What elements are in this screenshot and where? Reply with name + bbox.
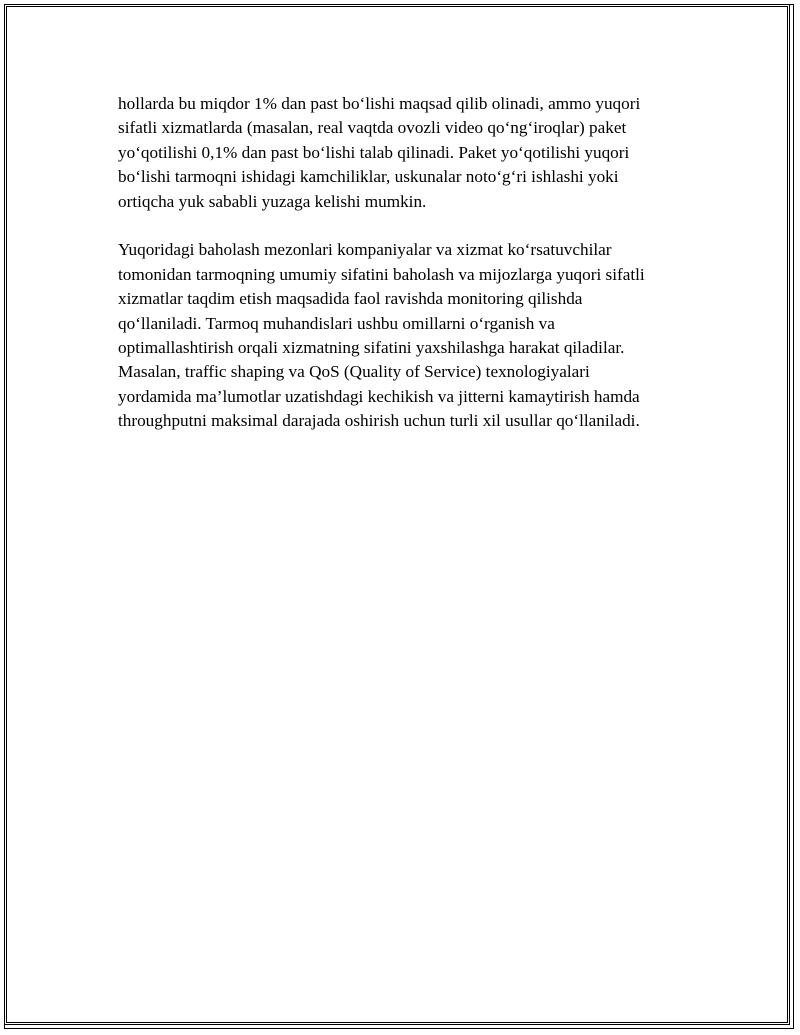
document-body	[118, 92, 698, 434]
paragraph-1	[118, 92, 698, 214]
text-line: yo‘qotilishi 0,1% dan past bo‘lishi talab qilinadi. Paket yo‘qotilishi yuqori	[118, 142, 630, 162]
text-line: qo‘llaniladi. Tarmoq muhandislari ushbu omillarni o‘rganish va	[118, 313, 555, 333]
paragraph-2	[118, 238, 698, 433]
text-line: Masalan, traffic shaping va QoS (Quality of Service) texnologiyalari	[118, 362, 590, 382]
text-line: yordamida ma’lumotlar uzatishdagi kechikish va jitterni kamaytirish hamda	[118, 386, 640, 406]
text-line: bo‘lishi tarmoqni ishidagi kamchiliklar, uskunalar noto‘g‘ri ishlashi yoki	[118, 167, 619, 187]
text-line: throughputni maksimal darajada oshirish uchun turli xil usullar qo‘llaniladi.	[118, 411, 640, 431]
text-line: hollarda bu miqdor 1% dan past bo‘lishi maqsad qilib olinadi, ammo yuqori	[118, 94, 641, 113]
text-line: ortiqcha yuk sababli yuzaga kelishi mumkin.	[118, 191, 427, 211]
text-line: xizmatlar taqdim etish maqsadida faol ravishda monitoring qilishda	[118, 289, 583, 309]
text-line: sifatli xizmatlarda (masalan, real vaqtda ovozli video qo‘ng‘iroqlar) paket	[118, 118, 627, 138]
text-line: Yuqoridagi baholash mezonlari kompaniyalar va xizmat ko‘rsatuvchilar	[118, 240, 612, 260]
text-line: tomonidan tarmoqning umumiy sifatini baholash va mijozlarga yuqori sifatli	[118, 264, 645, 284]
text-line: optimallashtirish orqali xizmatning sifatini yaxshilashga harakat qiladilar.	[118, 338, 625, 358]
